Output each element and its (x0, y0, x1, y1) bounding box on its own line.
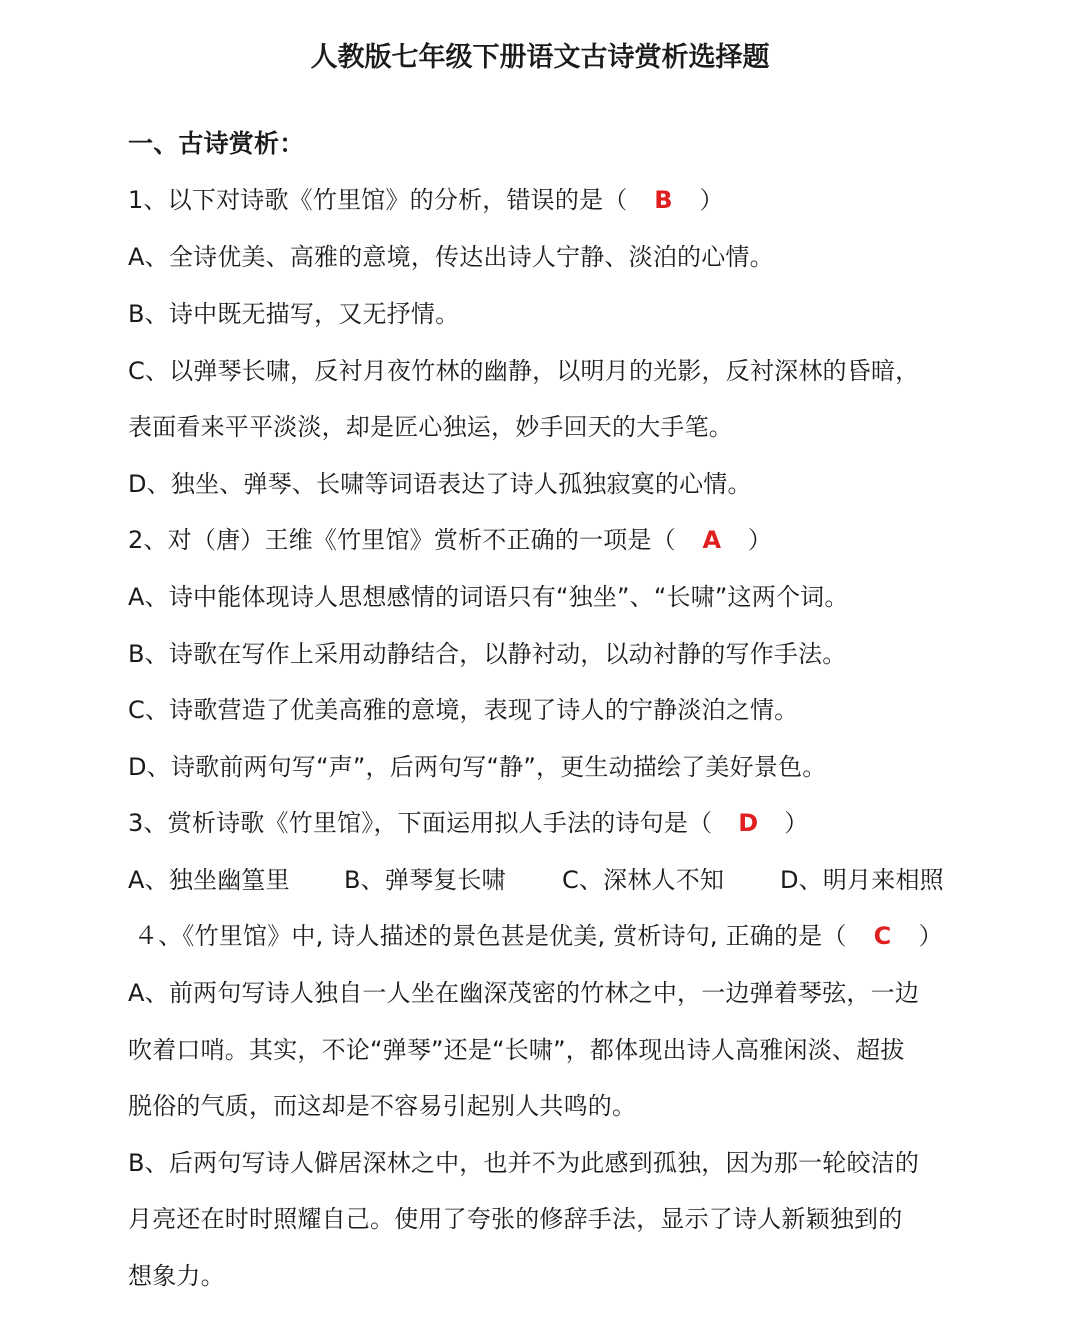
question-4-stem (134, 916, 943, 956)
question-3-option-b: B、弹琴复长啸 (344, 866, 506, 894)
question-1-option-b: B、诗中既无描写，又无抒情。 (128, 300, 460, 328)
question-2-option-c: C、诗歌营造了优美高雅的意境，表现了诗人的宁静淡泊之情。 (128, 696, 799, 724)
question-1-close: ） (699, 186, 724, 214)
question-2-option-b: B、诗歌在写作上采用动静结合，以静衬动，以动衬静的写作手法。 (128, 640, 847, 668)
section-heading: 一、古诗赏析： (128, 129, 305, 158)
question-3-text: 3、赏析诗歌《竹里馆》，下面运用拟人手法的诗句是（ (128, 809, 713, 837)
question-2-option-a: A、诗中能体现诗人思想感情的词语只有“独坐”、“长啸”这两个词。 (128, 583, 849, 611)
question-1-stem (128, 180, 724, 220)
question-4-option-b-line-1: B、后两句写诗人僻居深林之中，也并不为此感到孤独，因为那一轮皎洁的 (128, 1149, 920, 1177)
question-4-option-a-line-1: A、前两句写诗人独自一人坐在幽深茂密的竹林之中，一边弹着琴弦，一边 (128, 979, 920, 1007)
question-4-text: ４、《竹里馆》中, 诗人描述的景色甚是优美, 赏析诗句, 正确的是（ (134, 922, 847, 950)
question-3-option-c: C、深林人不知 (562, 866, 725, 894)
question-4-option-b-line-2: 月亮还在时时照耀自己。使用了夸张的修辞手法，显示了诗人新颖独到的 (128, 1205, 903, 1233)
question-1-option-c-line-1: C、以弹琴长啸，反衬月夜竹林的幽静，以明月的光影，反衬深林的昏暗， (128, 357, 920, 385)
question-2-answer: A (702, 526, 722, 554)
question-4-option-b-line-3: 想象力。 (128, 1262, 225, 1290)
question-1-text: 1、以下对诗歌《竹里馆》的分析，错误的是（ (128, 186, 628, 214)
question-3-stem (128, 803, 808, 843)
question-1-option-a: A、全诗优美、高雅的意境，传达出诗人宁静、淡泊的心情。 (128, 243, 774, 271)
question-3-options (128, 860, 944, 900)
question-4-option-a-line-3: 脱俗的气质，而这却是不容易引起别人共鸣的。 (128, 1092, 637, 1120)
question-4-answer: C (873, 922, 892, 950)
question-1-option-d: D、独坐、弹琴、长啸等词语表达了诗人孤独寂寞的心情。 (128, 470, 752, 498)
question-1-option-c-line-2: 表面看来平平淡淡，却是匠心独运，妙手回天的大手笔。 (128, 413, 733, 441)
question-3-option-d: D、明月来相照 (780, 866, 944, 894)
question-1-answer: B (654, 186, 673, 214)
question-3-close: ） (784, 809, 809, 837)
page-title: 人教版七年级下册语文古诗赏析选择题 (310, 42, 770, 73)
question-2-stem (128, 520, 772, 560)
question-3-option-a: A、独坐幽篁里 (128, 866, 290, 894)
question-2-close: ） (747, 526, 773, 554)
question-4-close: ） (918, 922, 943, 950)
question-3-answer: D (738, 809, 759, 837)
question-2-option-d: D、诗歌前两句写“声”，后两句写“静”，更生动描绘了美好景色。 (128, 753, 827, 781)
question-4-option-a-line-2: 吹着口哨。其实，不论“弹琴”还是“长啸”，都体现出诗人高雅闲淡、超拔 (128, 1036, 905, 1064)
question-2-text: 2、对（唐）王维《竹里馆》赏析不正确的一项是（ (128, 526, 676, 554)
